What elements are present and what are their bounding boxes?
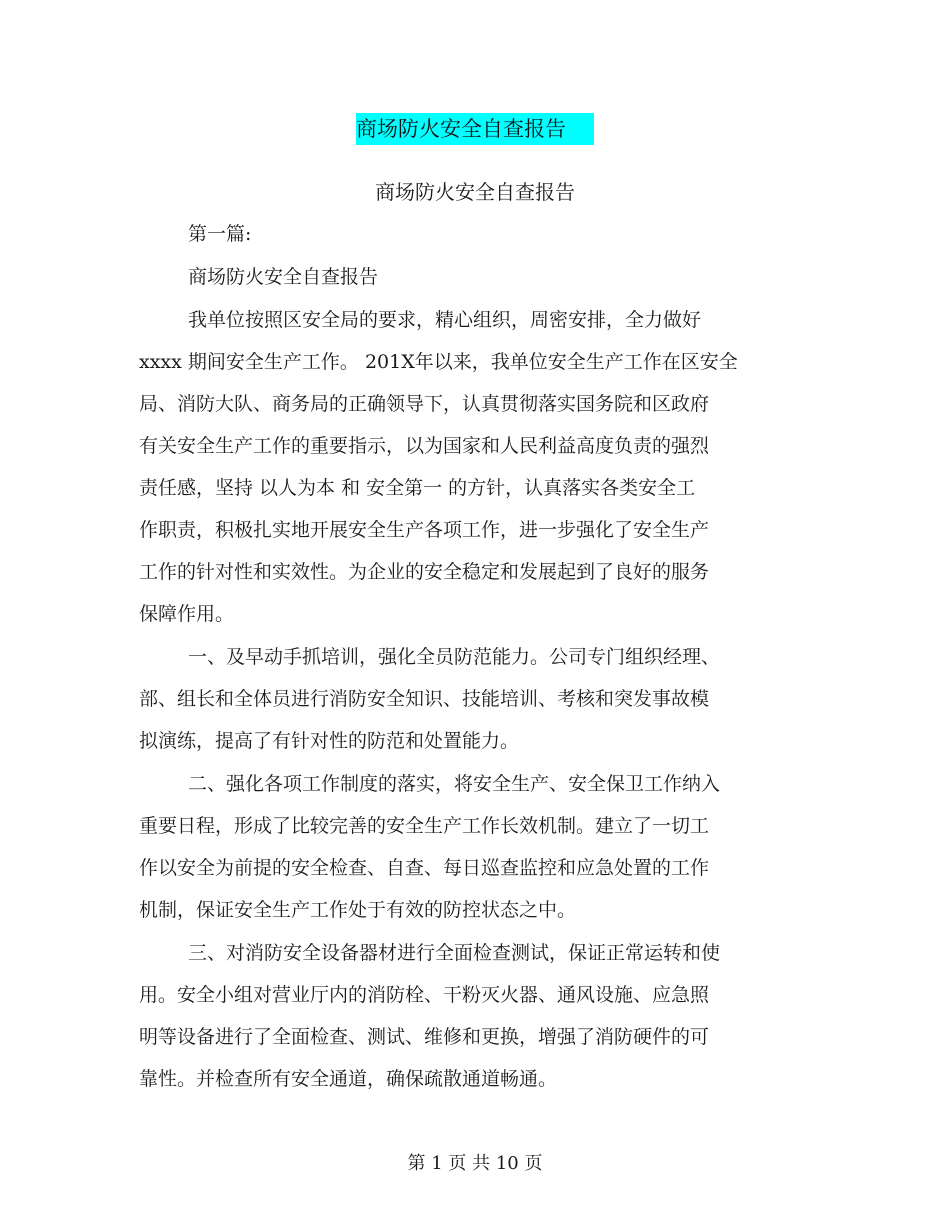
paragraph-line: 一、及早动手抓培训，强化全员防范能力。公司专门组织经理、 <box>188 646 721 668</box>
paragraph-line: 有关安全生产工作的重要指示，以为国家和人民利益高度负责的强烈 <box>139 435 710 457</box>
paragraph-line: 拟演练，提高了有针对性的防范和处置能力。 <box>139 730 520 752</box>
highlighted-title: 商场防火安全自查报告 <box>356 113 594 145</box>
document-subtitle: 商场防火安全自查报告 <box>375 180 575 204</box>
paragraph-line: 靠性。并检查所有安全通道，确保疏散通道畅通。 <box>139 1068 558 1090</box>
paragraph-line: 重要日程，形成了比较完善的安全生产工作长效机制。建立了一切工 <box>139 815 710 837</box>
paragraph-line: 作职责，积极扎实地开展安全生产各项工作，进一步强化了安全生产 <box>139 519 710 541</box>
paragraph-line: 明等设备进行了全面检查、测试、维修和更换，增强了消防硬件的可 <box>139 1026 710 1048</box>
paragraph-line: 机制，保证安全生产工作处于有效的防控状态之中。 <box>139 899 577 921</box>
page-footer: 第 1 页 共 10 页 <box>407 1153 543 1174</box>
paragraph-line: 部、组长和全体员进行消防安全知识、技能培训、考核和突发事故模 <box>139 688 710 710</box>
paragraph-line: 三、对消防安全设备器材进行全面检查测试，保证正常运转和使 <box>188 942 721 964</box>
section-label: 第一篇: <box>188 223 252 245</box>
section-title: 商场防火安全自查报告 <box>188 266 379 288</box>
paragraph-line: 工作的针对性和实效性。为企业的安全稳定和发展起到了良好的服务 <box>139 561 710 583</box>
paragraph-line: 保障作用。 <box>139 603 235 625</box>
paragraph-line: 作以安全为前提的安全检查、自查、每日巡查监控和应急处置的工作 <box>139 857 710 879</box>
paragraph-line: 我单位按照区安全局的要求，精心组织，周密安排，全力做好 <box>188 309 702 331</box>
paragraph-line: xxxx 期间安全生产工作。 201X年以来，我单位安全生产工作在区安全 <box>139 351 738 373</box>
paragraph-line: 用。安全小组对营业厅内的消防栓、干粉灭火器、通风设施、应急照 <box>139 984 710 1006</box>
paragraph-line: 责任感，坚持 以人为本 和 安全第一 的方针，认真落实各类安全工 <box>139 477 696 499</box>
paragraph-line: 局、消防大队、商务局的正确领导下，认真贯彻落实国务院和区政府 <box>139 393 710 415</box>
paragraph-line: 二、强化各项工作制度的落实，将安全生产、安全保卫工作纳入 <box>188 773 721 795</box>
title-block <box>0 113 950 145</box>
